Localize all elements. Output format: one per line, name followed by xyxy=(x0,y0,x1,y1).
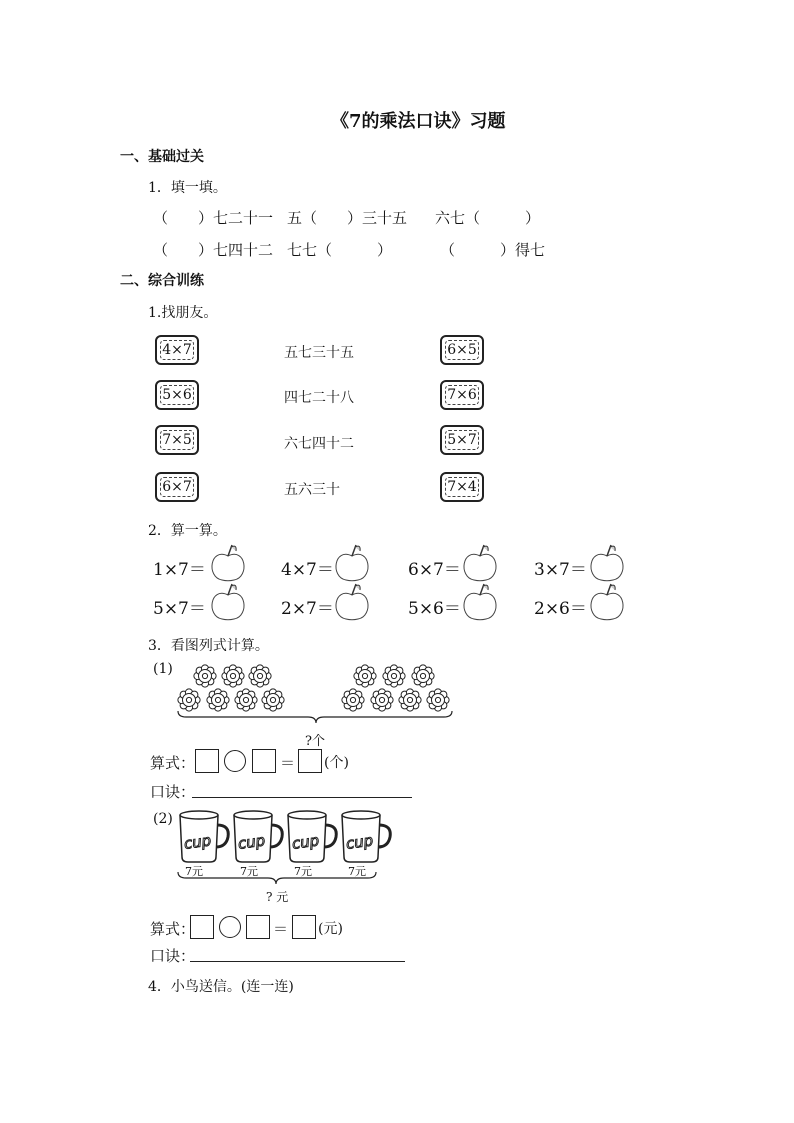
formula-label-1: 算式： xyxy=(150,754,196,772)
calc-expression: 3×7＝ xyxy=(534,560,587,580)
match-title: 1.找朋友。 xyxy=(148,305,218,321)
cup-icon xyxy=(342,811,390,862)
brace-2 xyxy=(178,872,376,884)
match-card-left[interactable]: 4×7 xyxy=(155,335,199,365)
fill-item[interactable]: （ ）得七 xyxy=(440,241,546,259)
calc-expression: 6×7＝ xyxy=(408,560,461,580)
match-rhyme[interactable]: 六七四十二 xyxy=(284,436,354,452)
fill-item[interactable]: 六七（ ） xyxy=(435,209,541,227)
match-rhyme[interactable]: 四七二十八 xyxy=(284,390,354,406)
cup-icon xyxy=(234,811,282,862)
fill-item[interactable]: （ ）七二十一 xyxy=(153,209,274,227)
answer-box[interactable] xyxy=(190,915,214,939)
calc-expression: 1×7＝ xyxy=(153,560,206,580)
svg-text:cup: cup xyxy=(236,831,267,853)
match-card-left[interactable]: 5×6 xyxy=(155,380,199,410)
cup-icon xyxy=(288,811,336,862)
match-rhyme[interactable]: 五七三十五 xyxy=(284,345,354,361)
section-2-heading: 二、综合训练 xyxy=(120,273,204,289)
match-card-right[interactable]: 5×7 xyxy=(440,425,484,455)
picture-question-title: 3．看图列式计算。 xyxy=(148,638,269,654)
question-1-title: 1．填一填。 xyxy=(148,180,227,196)
match-card-left[interactable]: 6×7 xyxy=(155,472,199,502)
price-label: 7元 xyxy=(240,865,258,878)
rhyme-label-2: 口诀： xyxy=(150,947,196,965)
svg-text:cup: cup xyxy=(290,831,321,853)
calc-expression: 2×6＝ xyxy=(534,599,587,619)
svg-text:cup: cup xyxy=(182,831,213,853)
calc-expression: 5×6＝ xyxy=(408,599,461,619)
operator-circle[interactable] xyxy=(219,916,241,938)
page-title: 《7的乘法口诀》习题 xyxy=(331,111,506,132)
match-card-left[interactable]: 7×5 xyxy=(155,425,199,455)
brace-label-2: ? 元 xyxy=(266,890,289,904)
brace-label-1: ?个 xyxy=(305,734,325,749)
picture-2-label: (2) xyxy=(153,811,173,827)
calc-expression: 2×7＝ xyxy=(281,599,334,619)
match-card-right[interactable]: 7×4 xyxy=(440,472,484,502)
match-card-right[interactable]: 6×5 xyxy=(440,335,484,365)
rhyme-answer-line[interactable] xyxy=(190,961,405,962)
calc-title: 2．算一算。 xyxy=(148,523,227,539)
price-label: 7元 xyxy=(185,865,203,878)
unit-label-2: (元) xyxy=(318,921,343,937)
price-label: 7元 xyxy=(348,865,366,878)
answer-box[interactable] xyxy=(292,915,316,939)
section-1-heading: 一、基础过关 xyxy=(120,149,204,165)
match-card-right[interactable]: 7×6 xyxy=(440,380,484,410)
calc-expression: 5×7＝ xyxy=(153,599,206,619)
answer-box[interactable] xyxy=(246,915,270,939)
fill-item[interactable]: 七七（ ） xyxy=(287,241,393,259)
calc-expression: 4×7＝ xyxy=(281,560,334,580)
formula-label-2: 算式： xyxy=(150,920,196,938)
match-rhyme[interactable]: 五六三十 xyxy=(284,482,340,498)
unit-label-1: (个) xyxy=(324,755,349,771)
fill-item[interactable]: 五（ ）三十五 xyxy=(287,209,408,227)
cup-icon xyxy=(180,811,228,862)
fill-item[interactable]: （ ）七四十二 xyxy=(153,241,274,259)
svg-text:cup: cup xyxy=(344,831,375,853)
question-4-title: 4．小鸟送信。(连一连) xyxy=(148,979,294,995)
rhyme-label-1: 口诀： xyxy=(150,783,196,801)
price-label: 7元 xyxy=(294,865,312,878)
picture-1-label: (1) xyxy=(153,661,173,677)
